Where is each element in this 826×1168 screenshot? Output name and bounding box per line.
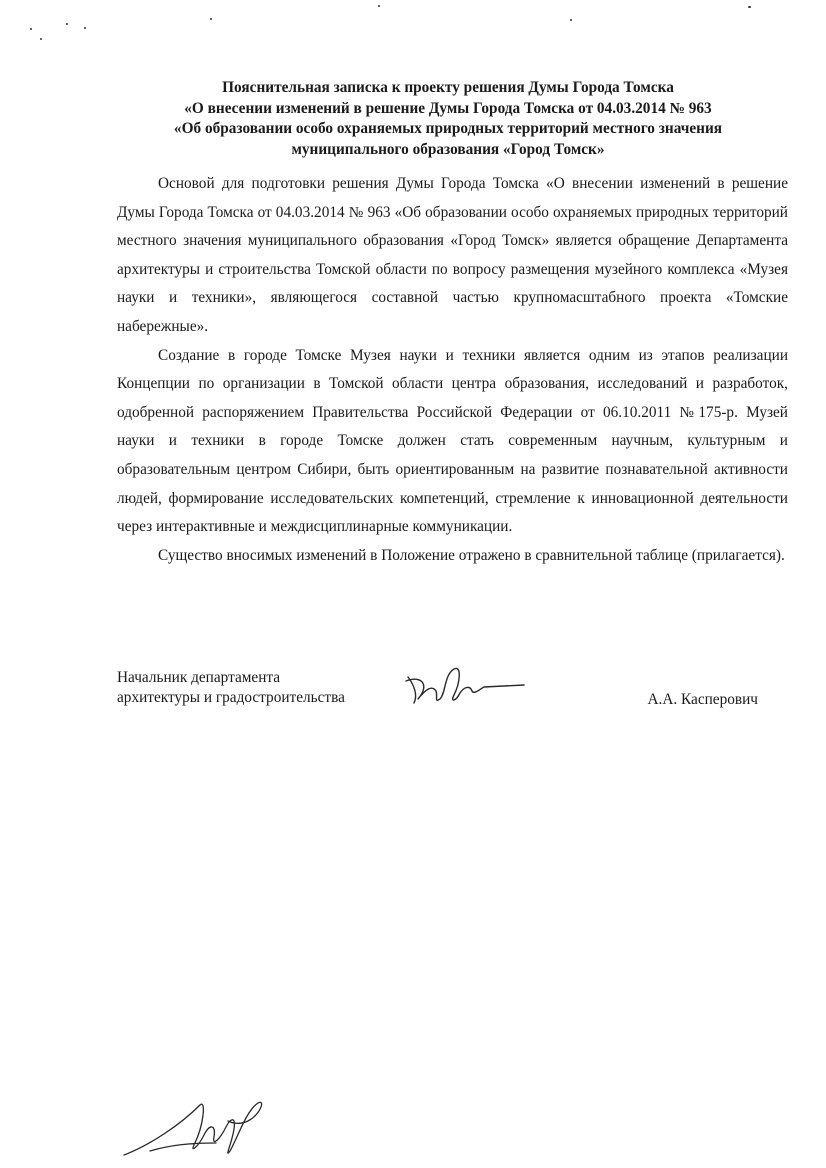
scan-speck — [30, 28, 32, 30]
signer-position-line: архитектуры и градостроительства — [117, 689, 345, 706]
document-title — [110, 78, 786, 160]
scan-speck — [378, 5, 380, 7]
signer-position — [117, 668, 345, 708]
scan-speck — [84, 27, 86, 29]
title-line: Пояснительная записка к проекту решения Думы Города Томска — [222, 79, 674, 96]
document-body — [117, 170, 788, 570]
scan-speck — [748, 6, 751, 8]
title-line: «Об образовании особо охраняемых природных территорий местного значения — [173, 120, 723, 137]
handwritten-initials — [120, 1085, 280, 1165]
signer-name: А.А. Касперович — [647, 691, 758, 708]
title-line: муниципального образования «Город Томск» — [291, 140, 605, 158]
paragraph-basis: Основой для подготовки решения Думы Города Томска «О внесении изменений в решение Думы Города Томска от 04.03.2014 № 963 «Об образовании особо охраняемых природных территорий местного значения муниципального образования «Город Томск» является обращение Департамента архитектуры и строительства Томской области по вопросу размещения музейного комплекса «Музея науки и техники», являющегося составной частью крупномасштабного проекта «Томские набережные». — [117, 175, 788, 335]
handwritten-signature — [400, 655, 530, 715]
scan-speck — [66, 23, 68, 25]
title-line: «О внесении изменений в решение Думы Города Томска от 04.03.2014 № 963 — [184, 99, 712, 117]
scan-speck — [40, 38, 42, 40]
scan-speck — [210, 18, 212, 20]
signer-position-line: Начальник департамента — [117, 669, 281, 686]
paragraph-museum: Создание в городе Томске Музея науки и техники является одним из этапов реализации Концепции по организации в Томской области центра образования, исследований и разработок, одобренной распоряжением Правительства Российской Федерации от 06.10.2011 №175-р. Музей науки и техники в городе Томске должен стать современным научным, культурным и образовательным центром Сибири, быть ориентированным на развитие познавательной активности людей, формирование исследовательских компетенций, стремление к инновационной деятельности через интерактивные и междисциплинарные коммуникации. — [117, 346, 788, 536]
scan-speck — [570, 19, 572, 21]
paragraph-changes: Существо вносимых изменений в Положение отражено в сравнительной таблице (прилагается). — [158, 546, 785, 564]
